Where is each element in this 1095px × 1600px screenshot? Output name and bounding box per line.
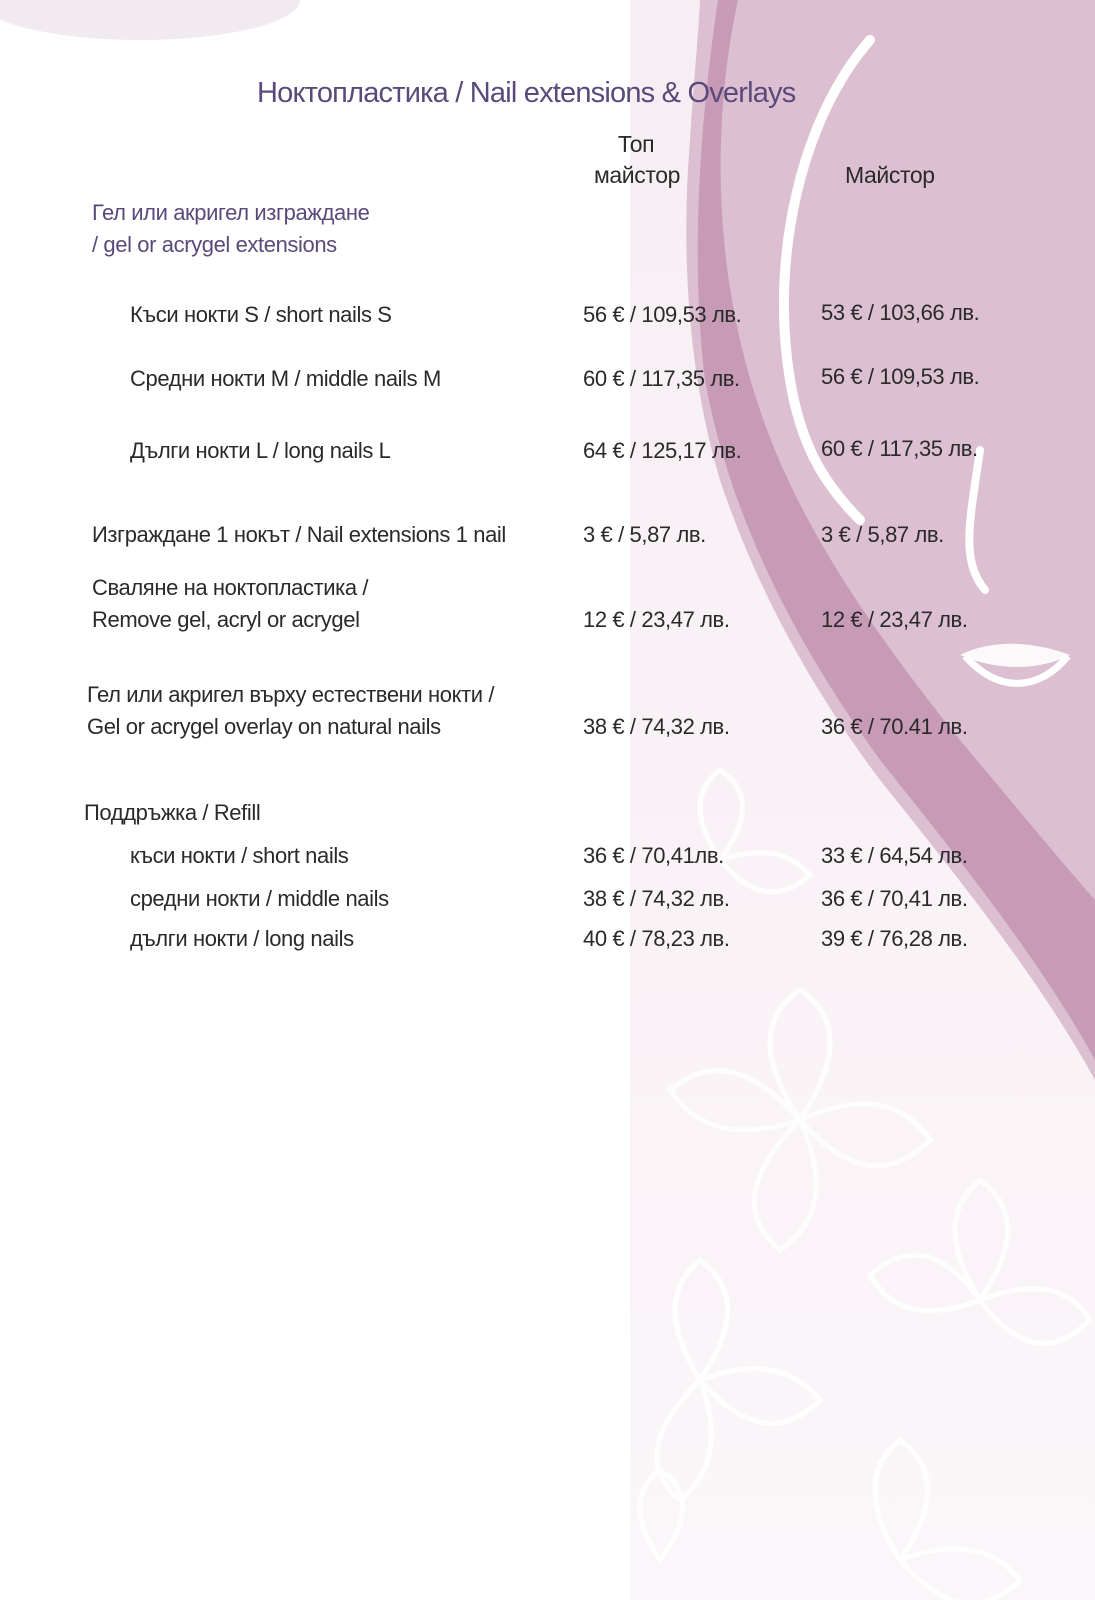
- price-top-master: 60 € / 117,35 лв.: [583, 366, 740, 391]
- column-header-top-master-line2: майстор: [593, 162, 680, 188]
- column-header-master: Майстор: [845, 162, 935, 188]
- price-master: 53 € / 103,66 лв.: [821, 300, 980, 325]
- price-top-master: 3 € / 5,87 лв.: [583, 522, 706, 547]
- price-master: 12 € / 23,47 лв.: [821, 607, 968, 632]
- service-label: Средни нокти M / middle nails M: [130, 366, 441, 391]
- price-top-master: 56 € / 109,53 лв.: [583, 302, 742, 327]
- price-top-master: 64 € / 125,17 лв.: [583, 438, 742, 463]
- section-heading-refill: Поддръжка / Refill: [84, 800, 261, 825]
- price-top-master: 38 € / 74,32 лв.: [583, 714, 730, 739]
- service-label: къси нокти / short nails: [130, 843, 349, 868]
- price-master: 36 € / 70.41 лв.: [821, 714, 968, 739]
- service-label-overlay: Гел или акригел върху естествени нокти /: [87, 682, 495, 707]
- service-label-removal-en: Remove gel, acryl or acrygel: [92, 607, 360, 632]
- price-master: 56 € / 109,53 лв.: [821, 364, 980, 389]
- price-master: 33 € / 64,54 лв.: [821, 843, 968, 868]
- service-label-overlay-en: Gel or acrygel overlay on natural nails: [87, 714, 441, 739]
- price-master: 60 € / 117,35 лв.: [821, 436, 978, 461]
- price-top-master: 38 € / 74,32 лв.: [583, 886, 730, 911]
- price-top-master: 12 € / 23,47 лв.: [583, 607, 730, 632]
- price-top-master: 36 € / 70,41лв.: [583, 843, 724, 868]
- section-heading-gel-extensions-en: / gel or acrygel extensions: [92, 232, 337, 257]
- service-label: средни нокти / middle nails: [130, 886, 389, 911]
- service-label: Дълги нокти L / long nails L: [130, 438, 391, 463]
- service-label-single-nail: Изграждане 1 нокът / Nail extensions 1 nail: [92, 522, 506, 547]
- service-label-removal: Сваляне на ноктопластика /: [92, 575, 369, 600]
- column-header-top-master-line1: Топ: [617, 131, 655, 157]
- price-master: 39 € / 76,28 лв.: [821, 926, 968, 951]
- price-top-master: 40 € / 78,23 лв.: [583, 926, 730, 951]
- page-title: Ноктопластика / Nail extensions & Overlays: [257, 77, 796, 109]
- price-master: 36 € / 70,41 лв.: [821, 886, 968, 911]
- service-label: дълги нокти / long nails: [130, 926, 354, 951]
- section-heading-gel-extensions: Гел или акригел изграждане: [92, 200, 370, 225]
- service-label: Къси нокти S / short nails S: [130, 302, 392, 327]
- price-master: 3 € / 5,87 лв.: [821, 522, 944, 547]
